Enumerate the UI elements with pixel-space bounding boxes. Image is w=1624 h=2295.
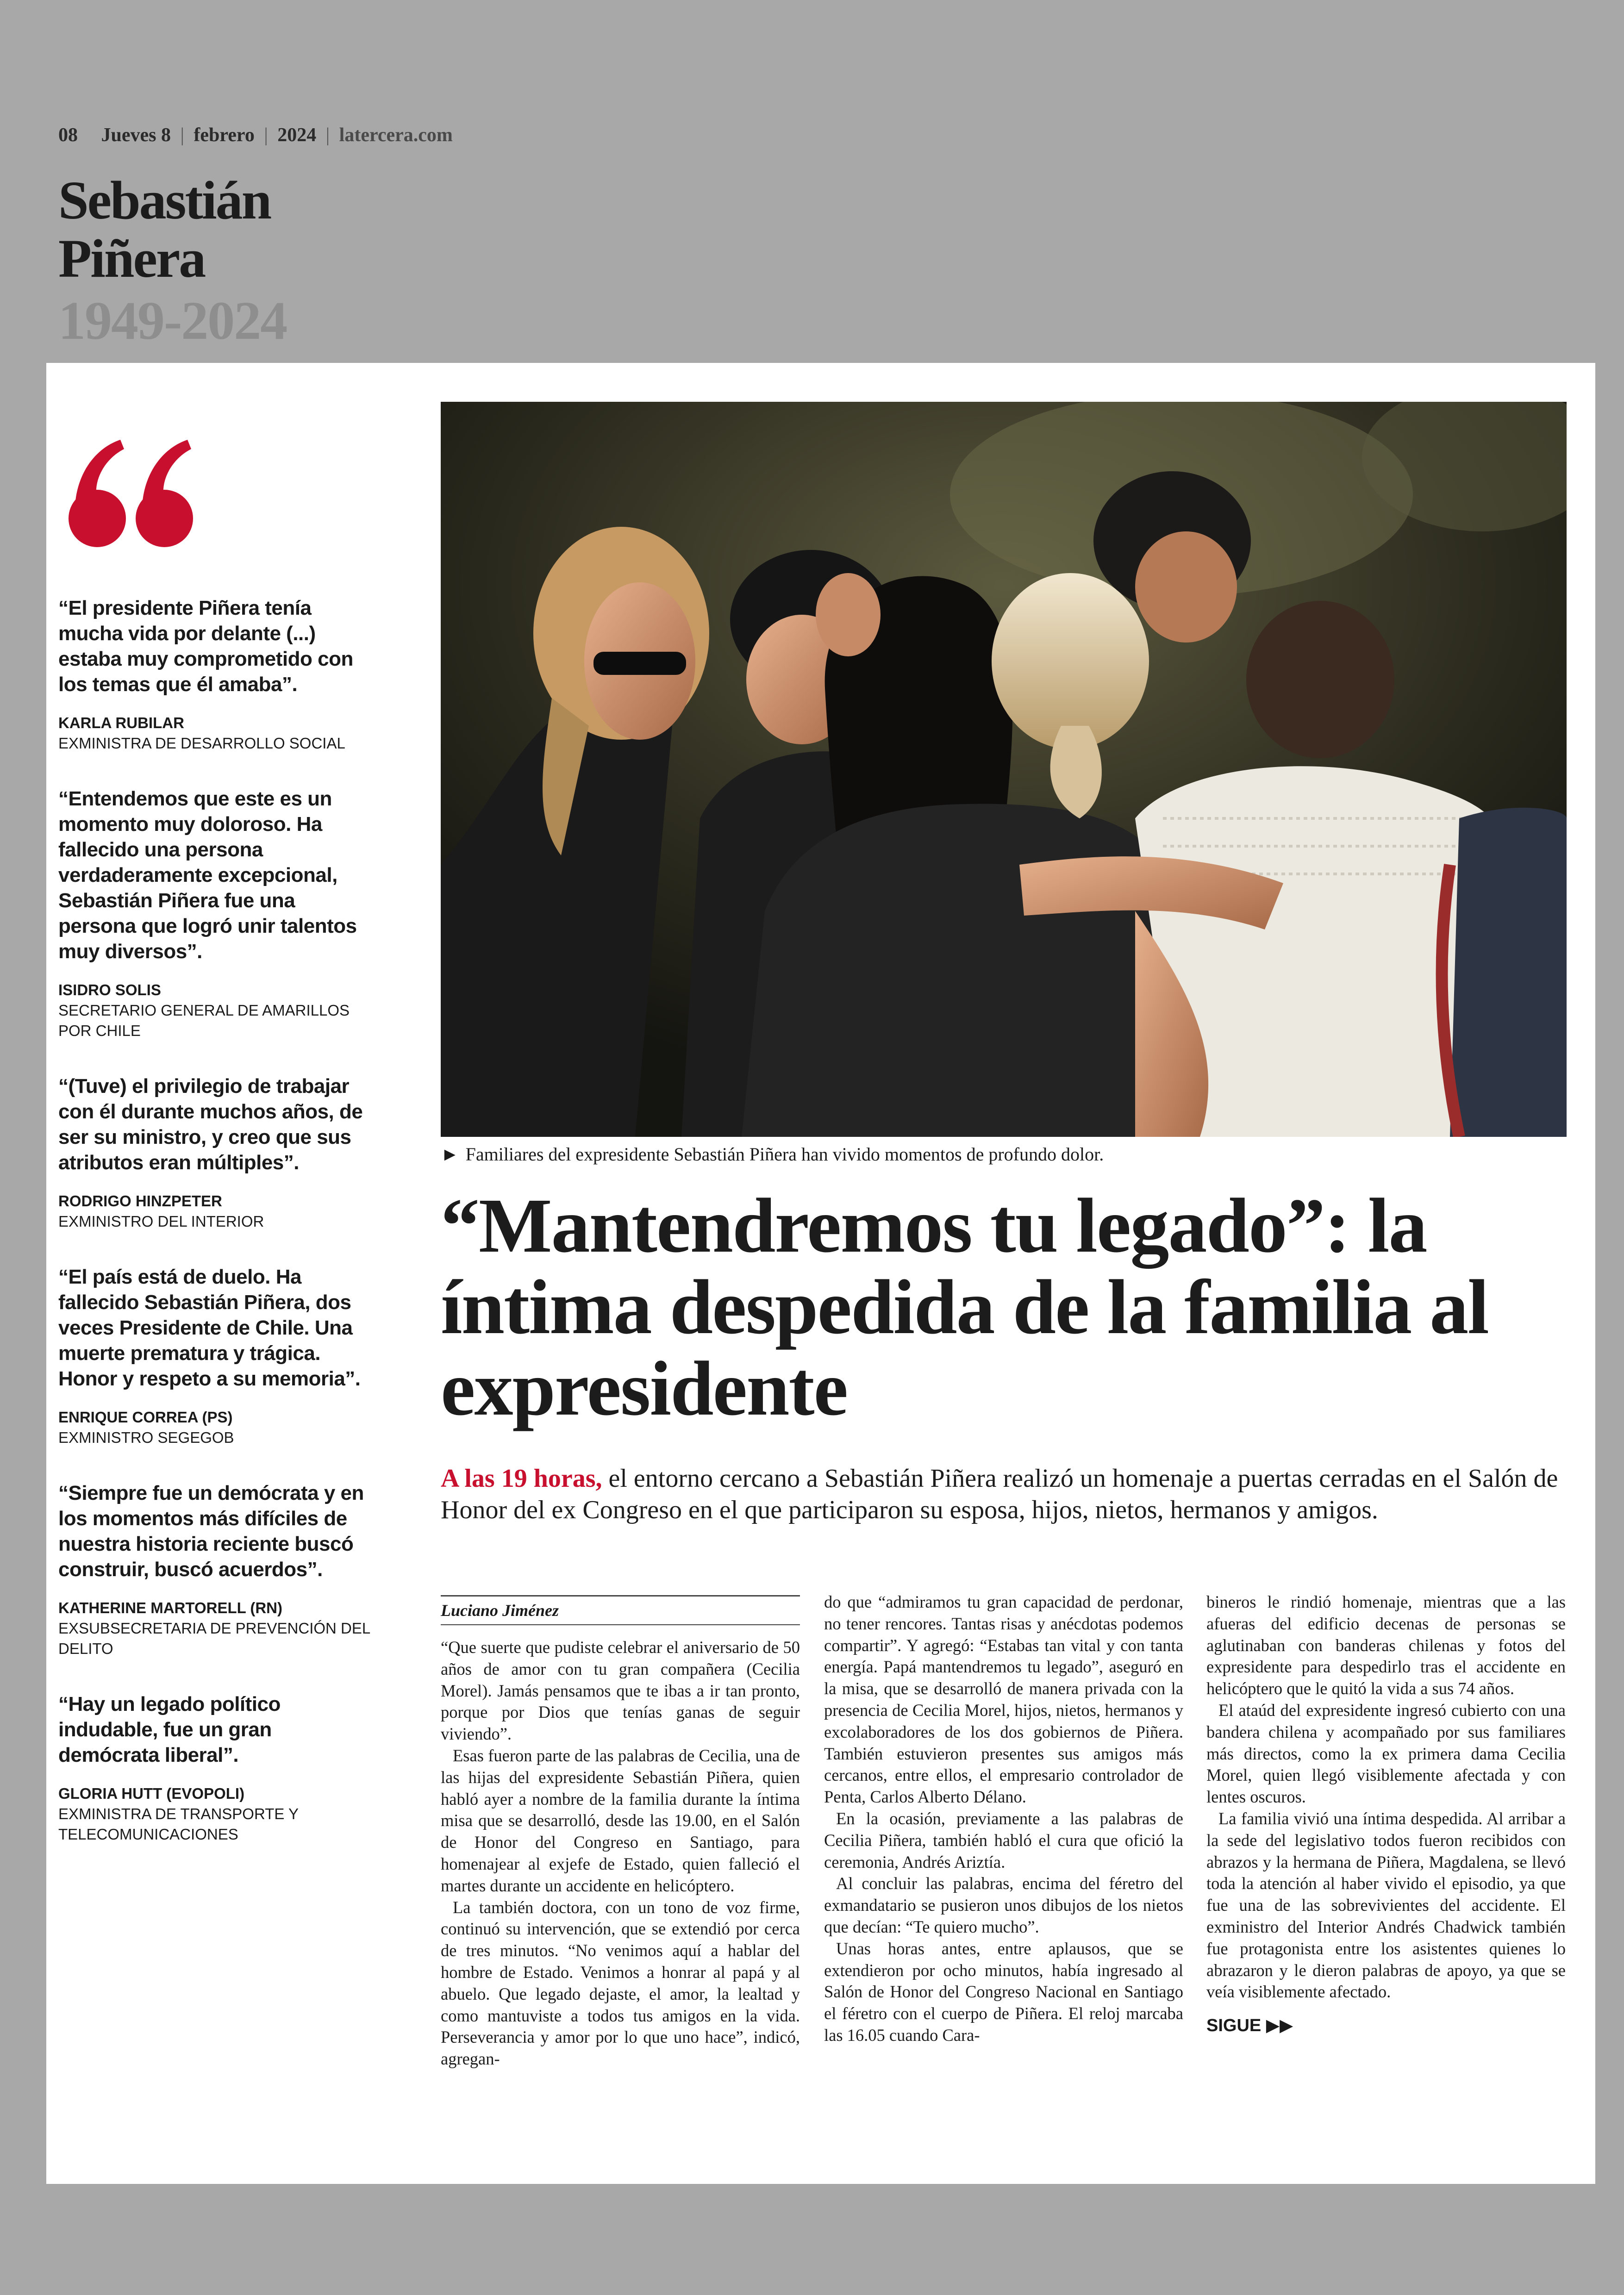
- paragraph: En la ocasión, previamente a las palabras de Cecilia Piñera, también habló el cura que ofició la ceremonia, Andrés Ariztía.: [824, 1809, 1183, 1871]
- masthead-dateline: 08 Jueves 8 | febrero | 2024 | latercera.com: [58, 125, 453, 146]
- paragraph: bineros le rindió homenaje, mientras que a las afueras del edificio decenas de personas se aglutinaban con banderas chilenas y fotos del expresidente para despedirlo tras el accidente en helicóptero que le quitó la vida a sus 74 años.: [1206, 1592, 1566, 1698]
- quote-author: ISIDRO SOLIS: [58, 981, 161, 998]
- lead-text: el entorno cercano a Sebastián Piñera realizó un homenaje a puertas cerradas en el Salón de Honor del ex Congreso en el que participaron su esposa, hijos, nietos, hermanos y amigos.: [441, 1464, 1558, 1524]
- caption-arrow-icon: ►: [441, 1144, 459, 1165]
- article-lead: [441, 1463, 1567, 1526]
- quote-text: “(Tuve) el privilegio de trabajar con él durante muchos años, de ser su ministro, y creo que sus atributos eran múltiples”.: [58, 1075, 363, 1174]
- article-column-2: [824, 1591, 1183, 2046]
- paragraph: “Que suerte que pudiste celebrar el aniversario de 50 años de amor con tu gran compañera (Cecilia Morel). Jamás pensamos que te ibas a ir tan pronto, porque por Dios que tenías ganas de seguir viviendo”.: [441, 1638, 800, 1744]
- paragraph: Al concluir las palabras, encima del féretro del exmandatario se pusieron unos dibujos de los nietos que decían: “Te quiero mucho”.: [824, 1874, 1183, 1936]
- paragraph: El ataúd del expresidente ingresó cubierto con una bandera chilena y acompañado por sus familiares más directos, como la ex primera dama Cecilia Morel, quien llegó visiblemente afectada y con lentes oscuros.: [1206, 1700, 1566, 1807]
- date-weekday: Jueves 8: [101, 125, 171, 146]
- quote-item: [58, 1264, 373, 1448]
- quote-author: RODRIGO HINZPETER: [58, 1192, 222, 1210]
- quote-item: [58, 786, 373, 1041]
- quotes-sidebar: [58, 595, 373, 1877]
- quote-role: EXMINISTRA DE DESARROLLO SOCIAL: [58, 735, 345, 752]
- article-column-1: [441, 1637, 800, 2070]
- quote-role: SECRETARIO GENERAL DE AMARILLOS POR CHILE: [58, 1002, 350, 1039]
- date-month: febrero: [194, 125, 255, 146]
- page-number: 08: [58, 125, 78, 146]
- paragraph: Esas fueron parte de las palabras de Cecilia, una de las hijas del expresidente Sebastián Piñera, quien habló ayer a nombre de la familia durante la íntima misa que se desarrolló, desde las 19.00, en el Salón de Honor del Congreso en Santiago, para homenajear al exjefe de Estado, quien falleció el martes durante un accidente en helicóptero.: [441, 1746, 800, 1895]
- quote-role: EXMINISTRO SEGEGOB: [58, 1429, 234, 1446]
- quote-text: “Hay un legado político indudable, fue un gran demócrata liberal”.: [58, 1693, 281, 1766]
- paragraph: La familia vivió una íntima despedida. Al arribar a la sede del legislativo todos fueron recibidos con abrazos y la hermana de Piñera, Magdalena, se llevó toda la atención al haber vivido el episodio, ya que fue una de las sobrevivientes del accidente. El exministro del Interior Andrés Chadwick también fue protagonista entre los asistentes quienes lo abrazaron y le dieron palabras de apoyo, ya que se veía visiblemente afectado.: [1206, 1809, 1566, 2002]
- article-headline: “Mantendremos tu legado”: la íntima despedida de la familia al expresidente: [441, 1183, 1488, 1432]
- quote-author: ENRIQUE CORREA (PS): [58, 1409, 233, 1426]
- quote-item: [58, 1073, 373, 1232]
- continue-link[interactable]: SIGUE ▶▶: [1206, 2016, 1293, 2036]
- article-byline: Luciano Jiménez: [441, 1595, 800, 1625]
- quote-text: “El país está de duelo. Ha fallecido Sebastián Piñera, dos veces Presidente de Chile. Una muerte prematura y trágica. Honor y respeto a su memoria”.: [58, 1266, 361, 1390]
- quote-author: KARLA RUBILAR: [58, 714, 184, 731]
- quote-role: EXMINISTRA DE TRANSPORTE Y TELECOMUNICACIONES: [58, 1805, 299, 1843]
- quote-role: EXSUBSECRETARIA DE PREVENCIÓN DEL DELITO: [58, 1620, 370, 1657]
- quote-author: KATHERINE MARTORELL (RN): [58, 1599, 282, 1616]
- section-years: 1949-2024: [58, 290, 287, 351]
- quote-text: “Entendemos que este es un momento muy doloroso. Ha fallecido una persona verdaderamente excepcional, Sebastián Piñera fue una persona que logró unir talentos muy diversos”.: [58, 787, 357, 963]
- quote-role: EXMINISTRO DEL INTERIOR: [58, 1213, 264, 1230]
- quote-text: “Siempre fue un demócrata y en los momentos más difíciles de nuestra historia reciente buscó construir, buscó acuerdos”.: [58, 1482, 364, 1581]
- quote-item: [58, 595, 373, 754]
- date-year: 2024: [277, 125, 317, 146]
- lead-kicker: A las 19 horas,: [441, 1464, 602, 1493]
- paragraph: La también doctora, con un tono de voz firme, continuó su intervención, que se extendió por cerca de tres minutos. “No venimos aquí a hablar del hombre de Estado. Venimos a honrar al papá y al abuelo. Que legado dejaste, el amor, la lealtad y como mantuviste a todos tus amigos en la vida. Perseverancia y amor por lo que uno hace”, indicó, agregan-: [441, 1897, 800, 2069]
- paragraph: Unas horas antes, entre aplausos, que se extendieron por ocho minutos, había ingresado al Salón de Honor del Congreso Nacional en Santiago el féretro con el cuerpo de Piñera. El reloj marcaba las 16.05 cuando Cara-: [824, 1939, 1183, 2045]
- article-column-3: [1206, 1591, 1566, 2037]
- quote-item: [58, 1480, 373, 1659]
- site-link[interactable]: latercera.com: [339, 125, 453, 146]
- news-photo: [441, 402, 1567, 1137]
- photo-caption: ► Familiares del expresidente Sebastián Piñera han vivido momentos de profundo dolor.: [441, 1144, 1104, 1165]
- quotation-mark-icon: [65, 435, 199, 555]
- paragraph: do que “admiramos tu gran capacidad de perdonar, no tener rencores. Tantas risas y anécdotas podemos compartir”. Y agregó: “Estabas tan vital y con tanta energía. Papá mantendremos tu legado”, aseguró en la misa, que se desarrolló de manera privada con la presencia de Cecilia Morel, hijos, nietos, hermanos y excolaboradores de los dos gobiernos de Piñera. También estuvieron presentes sus amigos más cercanos, entre ellos, el empresario controlador de Penta, Carlos Alberto Délano.: [824, 1592, 1183, 1807]
- quote-item: [58, 1691, 373, 1845]
- quote-text: “El presidente Piñera tenía mucha vida por delante (...) estaba muy comprometido con los temas que él amaba”.: [58, 597, 353, 696]
- quote-author: GLORIA HUTT (EVOPOLI): [58, 1785, 245, 1802]
- section-title: Sebastián Piñera: [58, 170, 271, 289]
